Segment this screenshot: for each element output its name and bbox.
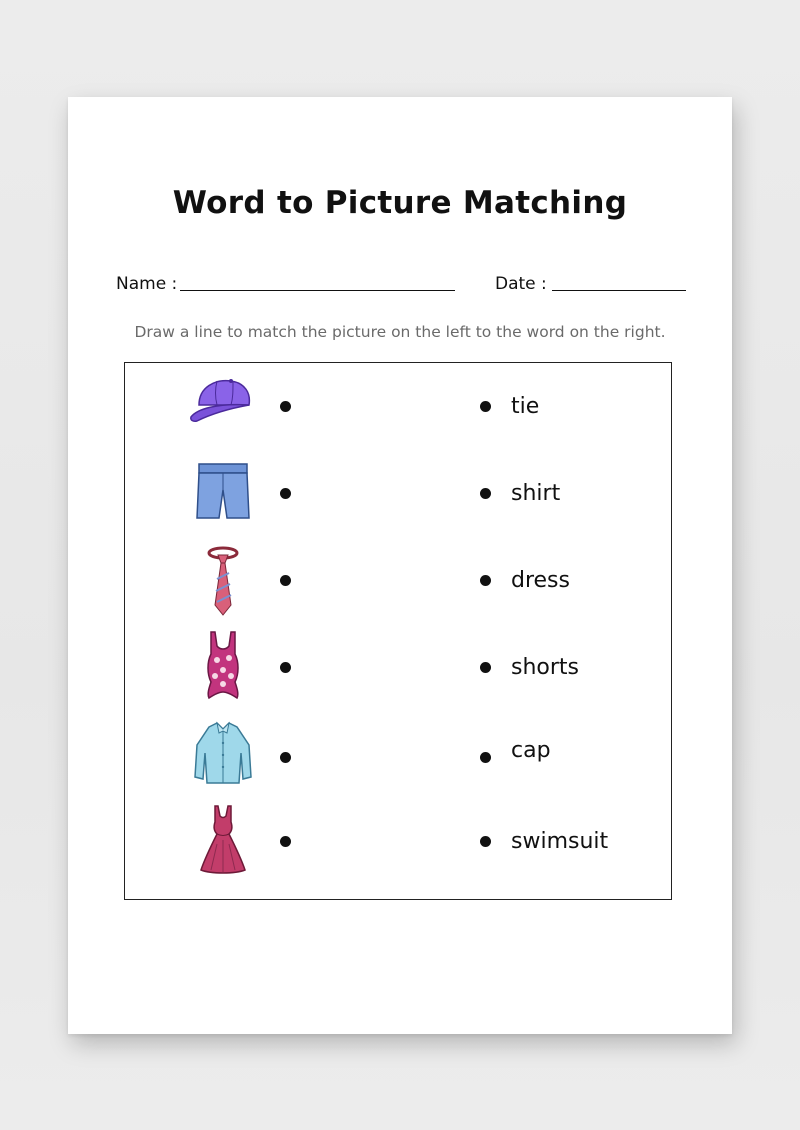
date-line [552,290,686,291]
right-dot[interactable] [480,488,491,499]
left-dot[interactable] [280,752,291,763]
shirt-icon [187,713,257,793]
left-dot[interactable] [280,401,291,412]
word-label: cap [511,738,551,763]
word-label: shirt [511,481,561,506]
worksheet-page [68,97,732,1034]
dress-icon [187,800,257,880]
word-label: shorts [511,655,579,680]
cap-icon [187,365,257,445]
matching-row [125,800,671,880]
matching-row [125,713,671,793]
right-dot[interactable] [480,575,491,586]
matching-row [125,626,671,706]
right-dot[interactable] [480,752,491,763]
right-dot[interactable] [480,401,491,412]
left-dot[interactable] [280,836,291,847]
left-dot[interactable] [280,575,291,586]
name-label: Name : [116,274,178,294]
instructions-text: Draw a line to match the picture on the left to the word on the right. [134,323,666,341]
matching-row [125,452,671,532]
matching-row [125,539,671,619]
right-dot[interactable] [480,836,491,847]
left-dot[interactable] [280,488,291,499]
right-dot[interactable] [480,662,491,673]
date-label: Date : [495,274,547,294]
name-line [180,290,455,291]
word-label: tie [511,394,540,419]
shorts-icon [187,452,257,532]
left-dot[interactable] [280,662,291,673]
swimsuit-icon [187,626,257,706]
worksheet-title: Word to Picture Matching [172,185,628,221]
word-label: dress [511,568,570,593]
matching-row [125,365,671,445]
tie-icon [187,539,257,619]
matching-box [124,362,672,900]
word-label: swimsuit [511,829,609,854]
